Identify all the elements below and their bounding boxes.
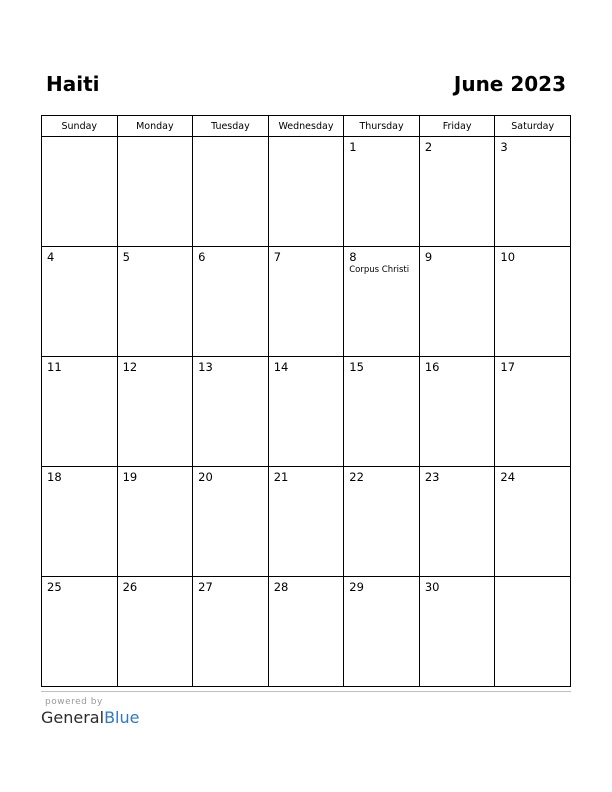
day-cell bbox=[42, 467, 118, 577]
day-number: 13 bbox=[198, 360, 213, 374]
day-number: 27 bbox=[198, 580, 213, 594]
day-cell bbox=[42, 247, 118, 357]
day-number bbox=[42, 137, 117, 141]
day-cell bbox=[419, 137, 495, 247]
day-cell bbox=[42, 357, 118, 467]
month-year-title: June 2023 bbox=[453, 72, 566, 96]
day-number: 18 bbox=[47, 470, 62, 484]
day-cell bbox=[419, 357, 495, 467]
day-cell bbox=[117, 247, 193, 357]
country-title: Haiti bbox=[46, 72, 100, 96]
brand-blue: Blue bbox=[104, 708, 140, 727]
day-cell bbox=[419, 247, 495, 357]
day-cell bbox=[42, 577, 118, 687]
day-cell bbox=[117, 577, 193, 687]
day-number: 11 bbox=[47, 360, 62, 374]
day-number bbox=[118, 137, 193, 141]
day-number: 15 bbox=[349, 360, 364, 374]
day-number: 23 bbox=[424, 470, 440, 484]
week-row bbox=[42, 577, 571, 687]
brand-general: General bbox=[41, 708, 105, 727]
holiday-label: Corpus Christi bbox=[349, 265, 410, 275]
day-cell bbox=[344, 577, 420, 687]
calendar-grid bbox=[41, 115, 571, 687]
day-number: 9 bbox=[424, 250, 433, 264]
week-row bbox=[42, 467, 571, 577]
day-cell bbox=[344, 137, 420, 247]
day-cell bbox=[268, 577, 344, 687]
day-number: 12 bbox=[122, 360, 138, 374]
day-number: 14 bbox=[273, 360, 289, 374]
day-cell bbox=[495, 247, 571, 357]
day-cell bbox=[193, 137, 269, 247]
day-number bbox=[193, 137, 268, 141]
day-cell bbox=[419, 577, 495, 687]
day-cell bbox=[193, 247, 269, 357]
weekday-header: Monday bbox=[117, 116, 193, 137]
weekday-header: Sunday bbox=[42, 116, 118, 137]
day-number: 17 bbox=[500, 360, 516, 374]
day-number: 29 bbox=[349, 580, 364, 594]
day-cell bbox=[268, 357, 344, 467]
day-cell bbox=[42, 137, 118, 247]
weekday-header: Tuesday bbox=[193, 116, 269, 137]
week-row bbox=[42, 357, 571, 467]
day-cell bbox=[495, 137, 571, 247]
day-cell bbox=[419, 467, 495, 577]
day-cell bbox=[268, 467, 344, 577]
footer-divider bbox=[41, 691, 571, 692]
weekday-header: Wednesday bbox=[268, 116, 344, 137]
day-number: 2 bbox=[424, 140, 433, 154]
day-cell bbox=[268, 247, 344, 357]
weekday-header-row bbox=[42, 116, 571, 137]
day-cell bbox=[344, 357, 420, 467]
day-number: 30 bbox=[424, 580, 440, 594]
day-number: 8 bbox=[349, 250, 357, 264]
week-row bbox=[42, 247, 571, 357]
day-number: 16 bbox=[424, 360, 440, 374]
day-number: 26 bbox=[122, 580, 138, 594]
day-number: 1 bbox=[349, 140, 357, 154]
day-number: 5 bbox=[122, 250, 130, 264]
day-cell bbox=[193, 577, 269, 687]
day-cell bbox=[117, 467, 193, 577]
day-number: 28 bbox=[273, 580, 289, 594]
day-number: 7 bbox=[273, 250, 282, 264]
day-cell bbox=[495, 577, 571, 687]
day-number: 4 bbox=[47, 250, 55, 264]
day-cell bbox=[344, 467, 420, 577]
day-cell bbox=[117, 357, 193, 467]
day-number: 3 bbox=[500, 140, 508, 154]
day-number: 20 bbox=[198, 470, 213, 484]
weekday-header: Friday bbox=[419, 116, 495, 137]
day-number: 21 bbox=[273, 470, 289, 484]
day-number: 6 bbox=[198, 250, 206, 264]
day-cell bbox=[495, 357, 571, 467]
powered-by-text: powered by bbox=[45, 697, 103, 707]
day-cell bbox=[495, 467, 571, 577]
weekday-header: Thursday bbox=[344, 116, 420, 137]
day-number: 22 bbox=[349, 470, 364, 484]
day-number bbox=[495, 577, 570, 581]
day-number: 19 bbox=[122, 470, 138, 484]
day-cell bbox=[193, 467, 269, 577]
day-number: 25 bbox=[47, 580, 62, 594]
day-cell bbox=[344, 247, 420, 357]
generalblue-logo-link[interactable] bbox=[41, 708, 139, 728]
day-number: 24 bbox=[500, 470, 516, 484]
day-cell bbox=[193, 357, 269, 467]
day-cell bbox=[117, 137, 193, 247]
day-number: 10 bbox=[500, 250, 516, 264]
week-row bbox=[42, 137, 571, 247]
day-number bbox=[269, 137, 344, 141]
day-cell bbox=[268, 137, 344, 247]
weekday-header: Saturday bbox=[495, 116, 571, 137]
